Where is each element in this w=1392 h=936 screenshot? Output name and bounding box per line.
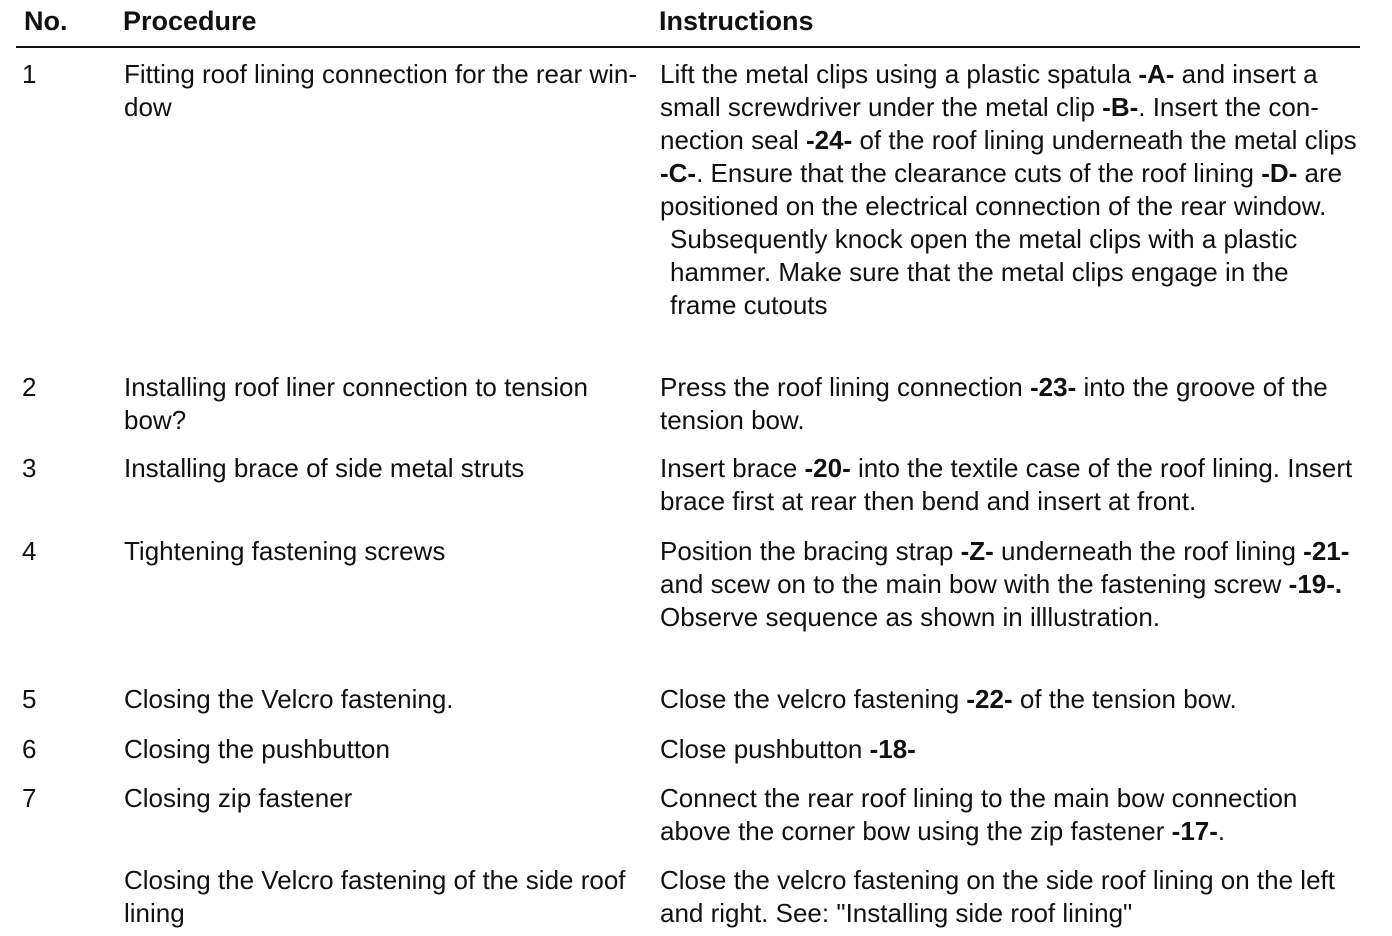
instruction-text: into the groove of the tension bow. [660, 372, 1328, 435]
part-reference: -Z- [960, 536, 994, 566]
procedure-text: Installing brace of side metal struts [124, 453, 525, 483]
instruction-paragraph [660, 223, 1360, 322]
instruction-text: Insert brace [660, 453, 805, 483]
instruction-text: Close the velcro fastening [660, 684, 967, 714]
instruction-text: Subsequently knock open the metal clips with a plastic hammer. Make sure that the metal clips engage in the frame cutouts [670, 224, 1298, 320]
procedure-text: Fitting roof lining connection for the rear win-dow [124, 59, 638, 122]
instruction-text: . Insert the con-nection seal [660, 92, 1319, 155]
column-header-procedure: Procedure [123, 6, 257, 36]
procedure-text: Closing zip fastener [124, 783, 353, 813]
instruction-text: Lift the metal clips using a plastic spatula [660, 59, 1139, 89]
part-reference: -21- [1303, 536, 1350, 566]
instruction-text: . Ensure that the clearance cuts of the roof lining [696, 158, 1262, 188]
table-header [16, 0, 1360, 48]
instructions-text [660, 733, 1360, 766]
instructions-text [660, 452, 1360, 518]
row-number: 2 [22, 372, 37, 402]
instructions-text [660, 535, 1360, 634]
column-header-no: No. [24, 6, 68, 36]
instruction-paragraph [660, 864, 1360, 930]
part-reference: -18- [869, 734, 916, 764]
procedure-text: Installing roof liner connection to tension bow? [124, 372, 588, 435]
part-reference: -24- [805, 125, 853, 155]
instruction-paragraph [660, 535, 1360, 601]
instruction-text: of the roof lining underneath the metal clips [852, 125, 1357, 155]
instruction-text: and insert a small screwdriver under the metal clip [660, 59, 1318, 122]
row-number: 3 [22, 453, 37, 483]
instruction-text: Position the bracing strap [660, 536, 961, 566]
instruction-text: Observe sequence as shown in illlustration. [660, 602, 1161, 632]
instruction-text: of the tension bow. [1012, 684, 1237, 714]
part-reference: -D- [1261, 158, 1298, 188]
instruction-paragraph [660, 683, 1360, 716]
instruction-paragraph [660, 452, 1360, 518]
instruction-text: and scew on to the main bow with the fastening screw [660, 569, 1289, 599]
part-reference: -20- [804, 453, 851, 483]
part-reference: -17- [1171, 816, 1218, 846]
instruction-paragraph [660, 782, 1360, 848]
part-reference: -A- [1138, 59, 1175, 89]
column-header-instructions: Instructions [659, 6, 814, 36]
instructions-text [660, 782, 1360, 848]
procedure-text: Closing the pushbutton [124, 734, 390, 764]
instruction-paragraph [660, 371, 1360, 437]
part-reference: -23- [1030, 372, 1077, 402]
row-number: 6 [22, 734, 37, 764]
instructions-text [660, 371, 1360, 437]
instruction-text: Press the roof lining connection [660, 372, 1030, 402]
instruction-paragraph [660, 733, 1360, 766]
row-number: 4 [22, 536, 37, 566]
instruction-text: . [1217, 816, 1226, 846]
part-reference: -22- [966, 684, 1013, 714]
instruction-text: underneath the roof lining [993, 536, 1304, 566]
row-number: 7 [22, 783, 37, 813]
instruction-paragraph [660, 58, 1360, 223]
procedure-text: Closing the Velcro fastening. [124, 684, 454, 714]
instructions-text [660, 683, 1360, 716]
row-number: 1 [22, 59, 37, 89]
instruction-text: into the textile case of the roof lining. Insert brace first at rear then bend and insert at front. [660, 453, 1353, 516]
part-reference: -C- [660, 158, 697, 188]
procedure-text: Tightening fastening screws [124, 536, 446, 566]
instruction-text: Connect the rear roof lining to the main bow connection above the corner bow using the zip fastener [660, 783, 1298, 846]
instruction-text: Close pushbutton [660, 734, 870, 764]
instructions-text [660, 58, 1360, 322]
row-number: 5 [22, 684, 37, 714]
instruction-paragraph [660, 601, 1360, 634]
part-reference: -19-. [1288, 569, 1343, 599]
instruction-text: Close the velcro fastening on the side roof lining on the left and right. See: "Installing side roof lining" [660, 865, 1335, 928]
instruction-text: are positioned on the electrical connection of the rear window. [660, 158, 1343, 221]
instructions-text [660, 864, 1360, 930]
procedure-text: Closing the Velcro fastening of the side roof lining [124, 865, 626, 928]
part-reference: -B- [1102, 92, 1139, 122]
